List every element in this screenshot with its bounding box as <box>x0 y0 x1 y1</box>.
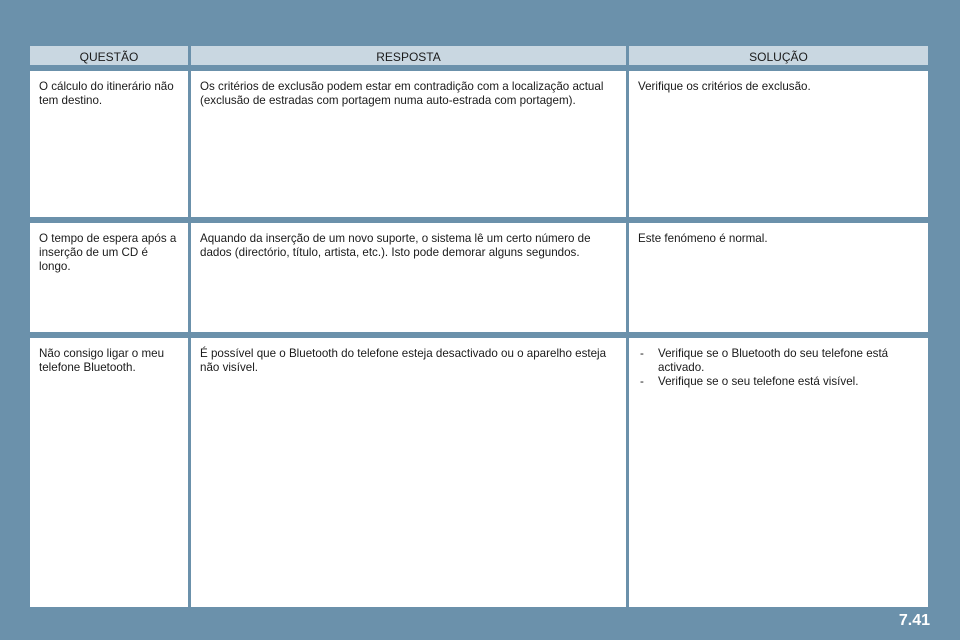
solution-cell <box>629 338 928 607</box>
page-number: 7.41 <box>898 612 930 629</box>
question-cell: Não consigo ligar o meu telefone Bluetooth. <box>30 338 188 607</box>
table-row <box>30 71 928 217</box>
answer-cell: Aquando da inserção de um novo suporte, o sistema lê um certo número de dados (directório, título, artista, etc.). Isto pode demorar alguns segundos. <box>191 223 626 332</box>
question-cell: O cálculo do itinerário não tem destino. <box>30 71 188 217</box>
answer-cell: Os critérios de exclusão podem estar em contradição com a localização actual (exclusão de estradas com portagem numa auto-estrada com portagem). <box>191 71 626 217</box>
table-row <box>30 223 928 332</box>
troubleshooting-table <box>30 46 928 607</box>
question-cell: O tempo de espera após a inserção de um CD é longo. <box>30 223 188 332</box>
answer-cell: É possível que o Bluetooth do telefone esteja desactivado ou o aparelho esteja não visível. <box>191 338 626 607</box>
list-item: - Verifique se o seu telefone está visível. <box>638 375 920 389</box>
solution-cell: Este fenómeno é normal. <box>629 223 928 332</box>
list-item: - Verifique se o Bluetooth do seu telefone está activado. <box>638 347 920 375</box>
header-solution: SOLUÇÃO <box>629 46 928 65</box>
table-row <box>30 338 928 607</box>
header-answer: RESPOSTA <box>191 46 626 65</box>
solution-cell: Verifique os critérios de exclusão. <box>629 71 928 217</box>
solution-list <box>638 347 920 389</box>
table-header <box>30 46 928 65</box>
header-question: QUESTÃO <box>30 46 188 65</box>
